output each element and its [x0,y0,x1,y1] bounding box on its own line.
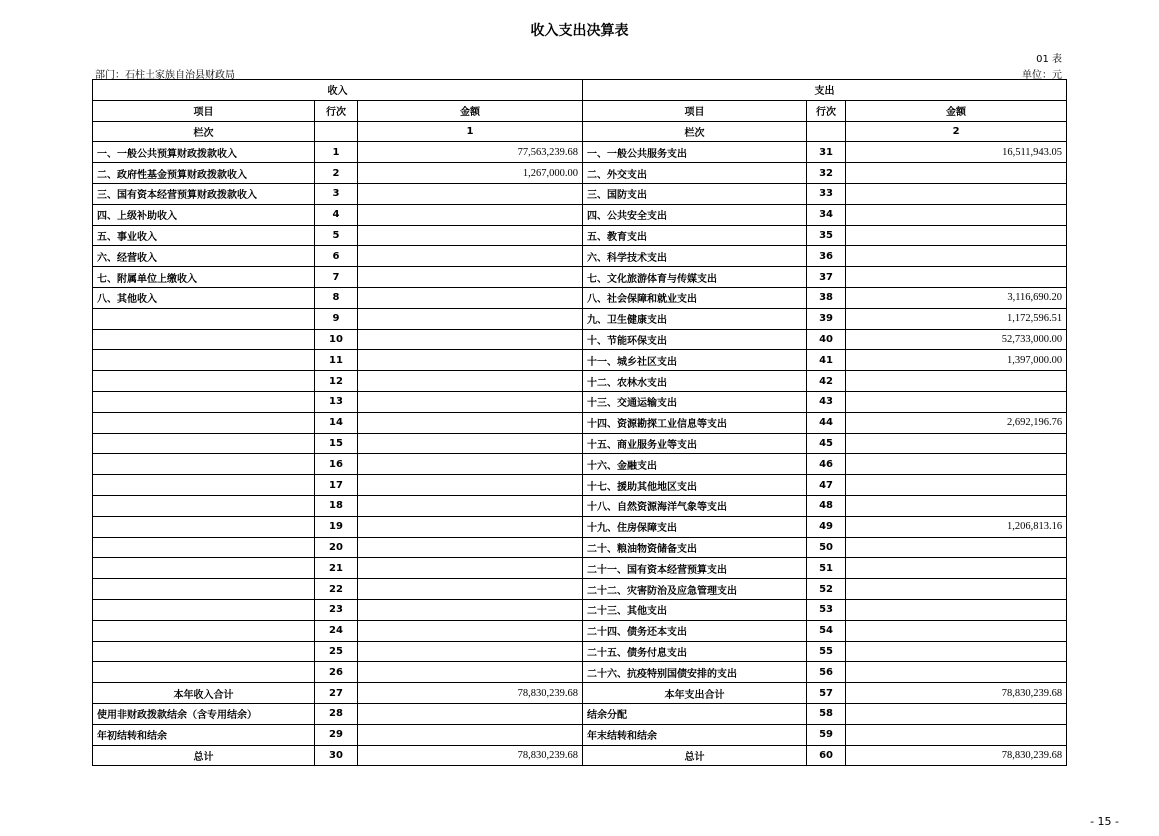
income-item-cell: 本年收入合计 [93,683,315,704]
expense-amount-cell [846,662,1067,683]
expense-row-number-cell: 46 [807,454,846,475]
expense-item-cell: 一、一般公共服务支出 [583,142,807,163]
income-column-number: 1 [358,121,583,142]
income-row-header: 行次 [315,100,358,121]
income-row-number-cell: 6 [315,246,358,267]
income-item-cell [93,558,315,579]
expense-item-cell: 年末结转和结余 [583,724,807,745]
expense-row-number-cell: 40 [807,329,846,350]
expense-amount-cell [846,391,1067,412]
income-amount-cell: 77,563,239.68 [358,142,583,163]
expense-row-number-cell: 31 [807,142,846,163]
expense-item-header: 项目 [583,100,807,121]
income-row-number-cell: 15 [315,433,358,454]
income-row-number-cell: 21 [315,558,358,579]
expense-item-cell: 二十三、其他支出 [583,599,807,620]
income-item-cell [93,475,315,496]
income-item-cell: 七、附属单位上缴收入 [93,267,315,288]
income-row-number-cell: 9 [315,308,358,329]
income-row-number-cell: 23 [315,599,358,620]
expense-item-cell: 十五、商业服务业等支出 [583,433,807,454]
expense-row-number-cell: 42 [807,371,846,392]
income-row-number-cell: 12 [315,371,358,392]
income-amount-cell [358,703,583,724]
income-amount-cell [358,329,583,350]
expense-item-cell: 十六、金融支出 [583,454,807,475]
table-row [93,516,1067,537]
expense-item-cell: 十九、住房保障支出 [583,516,807,537]
table-row [93,703,1067,724]
expense-column-label: 栏次 [583,121,807,142]
table-row [93,683,1067,704]
income-amount-cell: 78,830,239.68 [358,683,583,704]
income-item-cell: 一、一般公共预算财政拨款收入 [93,142,315,163]
income-amount-cell [358,412,583,433]
expense-amount-cell: 2,692,196.76 [846,412,1067,433]
expense-item-cell: 七、文化旅游体育与传媒支出 [583,267,807,288]
expense-amount-cell: 1,172,596.51 [846,308,1067,329]
income-amount-cell [358,516,583,537]
expense-row-number-cell: 59 [807,724,846,745]
expense-item-cell: 十八、自然资源海洋气象等支出 [583,495,807,516]
income-row-number-cell: 13 [315,391,358,412]
expense-item-cell: 结余分配 [583,703,807,724]
income-row-number-cell: 3 [315,183,358,204]
expense-amount-cell: 16,511,943.05 [846,142,1067,163]
income-item-cell: 总计 [93,745,315,766]
expense-item-cell: 三、国防支出 [583,183,807,204]
income-row-number-cell: 11 [315,350,358,371]
table-row [93,495,1067,516]
expense-amount-cell [846,724,1067,745]
expense-amount-cell [846,641,1067,662]
expense-item-cell: 六、科学技术支出 [583,246,807,267]
expense-row-number-cell: 56 [807,662,846,683]
expense-amount-cell [846,246,1067,267]
income-amount-cell [358,433,583,454]
expense-amount-cell: 1,206,813.16 [846,516,1067,537]
income-row-number-cell: 5 [315,225,358,246]
income-amount-cell [358,641,583,662]
expense-item-cell: 总计 [583,745,807,766]
expense-item-cell: 二十、粮油物资储备支出 [583,537,807,558]
income-row-number-cell: 2 [315,163,358,184]
income-amount-cell [358,267,583,288]
income-amount-cell [358,225,583,246]
expense-row-number-cell: 49 [807,516,846,537]
expense-row-number-cell: 44 [807,412,846,433]
expense-item-cell: 九、卫生健康支出 [583,308,807,329]
expense-item-cell: 二十五、债务付息支出 [583,641,807,662]
table-row [93,350,1067,371]
page-number: - 15 - [1090,815,1119,828]
expense-column-number: 2 [846,121,1067,142]
income-item-cell [93,516,315,537]
income-row-number-cell: 30 [315,745,358,766]
table-row [93,163,1067,184]
income-column-label: 栏次 [93,121,315,142]
income-item-cell [93,662,315,683]
table-row [93,641,1067,662]
table-row [93,412,1067,433]
expense-row-number-cell: 50 [807,537,846,558]
expense-amount-cell [846,371,1067,392]
expense-item-cell: 二、外交支出 [583,163,807,184]
expense-row-number-cell: 55 [807,641,846,662]
expense-item-cell: 四、公共安全支出 [583,204,807,225]
expense-amount-cell [846,599,1067,620]
expense-item-cell: 二十四、债务还本支出 [583,620,807,641]
department-label: 部门：石柱土家族自治县财政局 [95,70,235,81]
income-amount-cell [358,579,583,600]
income-item-cell: 使用非财政拨款结余（含专用结余） [93,703,315,724]
income-row-number-cell: 24 [315,620,358,641]
expense-item-cell: 十二、农林水支出 [583,371,807,392]
expense-amount-cell [846,267,1067,288]
income-row-number-cell: 25 [315,641,358,662]
table-row [93,329,1067,350]
expense-item-cell: 十三、交通运输支出 [583,391,807,412]
table-row [93,724,1067,745]
table-row [93,745,1067,766]
expense-amount-cell: 78,830,239.68 [846,683,1067,704]
income-amount-cell [358,454,583,475]
income-item-cell [93,391,315,412]
income-row-number-cell: 16 [315,454,358,475]
income-amount-cell [358,350,583,371]
table-row [93,225,1067,246]
income-row-number-cell: 18 [315,495,358,516]
income-item-cell [93,454,315,475]
column-index-row [93,121,1067,142]
expense-item-cell: 二十一、国有资本经营预算支出 [583,558,807,579]
expense-row-number-cell: 52 [807,579,846,600]
expense-item-cell: 十、节能环保支出 [583,329,807,350]
income-amount-cell [358,287,583,308]
income-row-number-cell: 7 [315,267,358,288]
expense-row-number-cell: 36 [807,246,846,267]
income-item-cell: 八、其他收入 [93,287,315,308]
income-item-cell [93,579,315,600]
expense-item-cell: 五、教育支出 [583,225,807,246]
income-expense-table [92,79,1067,766]
income-item-cell [93,329,315,350]
income-row-number-cell: 4 [315,204,358,225]
income-amount-cell [358,662,583,683]
income-item-cell [93,599,315,620]
expense-amount-cell [846,204,1067,225]
income-item-cell [93,620,315,641]
income-amount-cell [358,308,583,329]
table-row [93,308,1067,329]
income-row-number-cell: 22 [315,579,358,600]
income-item-cell [93,412,315,433]
income-amount-cell [358,599,583,620]
income-row-number-cell: 28 [315,703,358,724]
expense-row-number-cell: 39 [807,308,846,329]
income-item-cell: 二、政府性基金预算财政拨款收入 [93,163,315,184]
income-item-cell: 五、事业收入 [93,225,315,246]
expense-amount-cell [846,163,1067,184]
expense-row-number-cell: 32 [807,163,846,184]
expense-item-cell: 十四、资源勘探工业信息等支出 [583,412,807,433]
expense-column-blank [807,121,846,142]
income-row-number-cell: 27 [315,683,358,704]
expense-item-cell: 十一、城乡社区支出 [583,350,807,371]
income-amount-cell [358,183,583,204]
expense-amount-cell [846,495,1067,516]
expense-item-cell: 二十二、灾害防治及应急管理支出 [583,579,807,600]
expense-row-number-cell: 57 [807,683,846,704]
expense-row-number-cell: 41 [807,350,846,371]
expense-amount-cell [846,183,1067,204]
expense-row-number-cell: 47 [807,475,846,496]
income-amount-header: 金额 [358,100,583,121]
table-row [93,142,1067,163]
income-amount-cell: 78,830,239.68 [358,745,583,766]
income-row-number-cell: 1 [315,142,358,163]
expense-amount-cell [846,558,1067,579]
income-amount-cell: 1,267,000.00 [358,163,583,184]
income-row-number-cell: 26 [315,662,358,683]
expense-row-number-cell: 37 [807,267,846,288]
table-row [93,371,1067,392]
expense-item-cell: 八、社会保障和就业支出 [583,287,807,308]
income-row-number-cell: 17 [315,475,358,496]
income-item-cell: 三、国有资本经营预算财政拨款收入 [93,183,315,204]
income-row-number-cell: 8 [315,287,358,308]
expense-row-number-cell: 34 [807,204,846,225]
expense-row-number-cell: 45 [807,433,846,454]
income-item-cell: 四、上级补助收入 [93,204,315,225]
income-amount-cell [358,620,583,641]
expense-row-number-cell: 38 [807,287,846,308]
section-header-row [93,80,1067,101]
income-row-number-cell: 19 [315,516,358,537]
expense-amount-cell [846,620,1067,641]
expense-amount-header: 金额 [846,100,1067,121]
income-item-cell: 年初结转和结余 [93,724,315,745]
expense-amount-cell: 78,830,239.68 [846,745,1067,766]
income-amount-cell [358,495,583,516]
table-row [93,391,1067,412]
income-row-number-cell: 20 [315,537,358,558]
expense-amount-cell [846,579,1067,600]
expense-row-number-cell: 60 [807,745,846,766]
table-row [93,204,1067,225]
income-row-number-cell: 14 [315,412,358,433]
table-row [93,433,1067,454]
income-amount-cell [358,475,583,496]
income-amount-cell [358,724,583,745]
expense-amount-cell: 1,397,000.00 [846,350,1067,371]
table-row [93,579,1067,600]
income-amount-cell [358,204,583,225]
expense-row-number-cell: 51 [807,558,846,579]
form-number: 01 表 [1036,54,1062,65]
table-row [93,454,1067,475]
income-item-cell [93,371,315,392]
income-amount-cell [358,371,583,392]
table-row [93,183,1067,204]
table-row [93,475,1067,496]
income-item-header: 项目 [93,100,315,121]
table-row [93,246,1067,267]
expense-amount-cell [846,433,1067,454]
expense-row-number-cell: 43 [807,391,846,412]
expense-row-number-cell: 58 [807,703,846,724]
income-row-number-cell: 29 [315,724,358,745]
expense-item-cell: 二十六、抗疫特别国债安排的支出 [583,662,807,683]
income-amount-cell [358,391,583,412]
income-item-cell [93,350,315,371]
expense-amount-cell [846,537,1067,558]
page-title: 收入支出决算表 [530,23,629,39]
income-item-cell [93,537,315,558]
income-item-cell [93,641,315,662]
table-row [93,537,1067,558]
table-row [93,267,1067,288]
expense-row-number-cell: 33 [807,183,846,204]
expense-row-number-cell: 35 [807,225,846,246]
expense-section-header: 支出 [583,80,1067,101]
income-item-cell: 六、经营收入 [93,246,315,267]
expense-item-cell: 十七、援助其他地区支出 [583,475,807,496]
income-section-header: 收入 [93,80,583,101]
expense-row-number-cell: 54 [807,620,846,641]
income-amount-cell [358,558,583,579]
expense-row-number-cell: 53 [807,599,846,620]
column-header-row [93,100,1067,121]
table-row [93,558,1067,579]
income-amount-cell [358,537,583,558]
income-item-cell [93,433,315,454]
income-row-number-cell: 10 [315,329,358,350]
unit-label: 单位：元 [1022,70,1062,81]
income-item-cell [93,495,315,516]
expense-amount-cell [846,454,1067,475]
expense-amount-cell [846,225,1067,246]
table-row [93,287,1067,308]
expense-amount-cell [846,703,1067,724]
expense-row-number-cell: 48 [807,495,846,516]
income-amount-cell [358,246,583,267]
expense-amount-cell: 3,116,690.20 [846,287,1067,308]
table-row [93,620,1067,641]
expense-item-cell: 本年支出合计 [583,683,807,704]
table-row [93,599,1067,620]
income-item-cell [93,308,315,329]
expense-amount-cell: 52,733,000.00 [846,329,1067,350]
table-row [93,662,1067,683]
expense-row-header: 行次 [807,100,846,121]
income-column-blank [315,121,358,142]
expense-amount-cell [846,475,1067,496]
